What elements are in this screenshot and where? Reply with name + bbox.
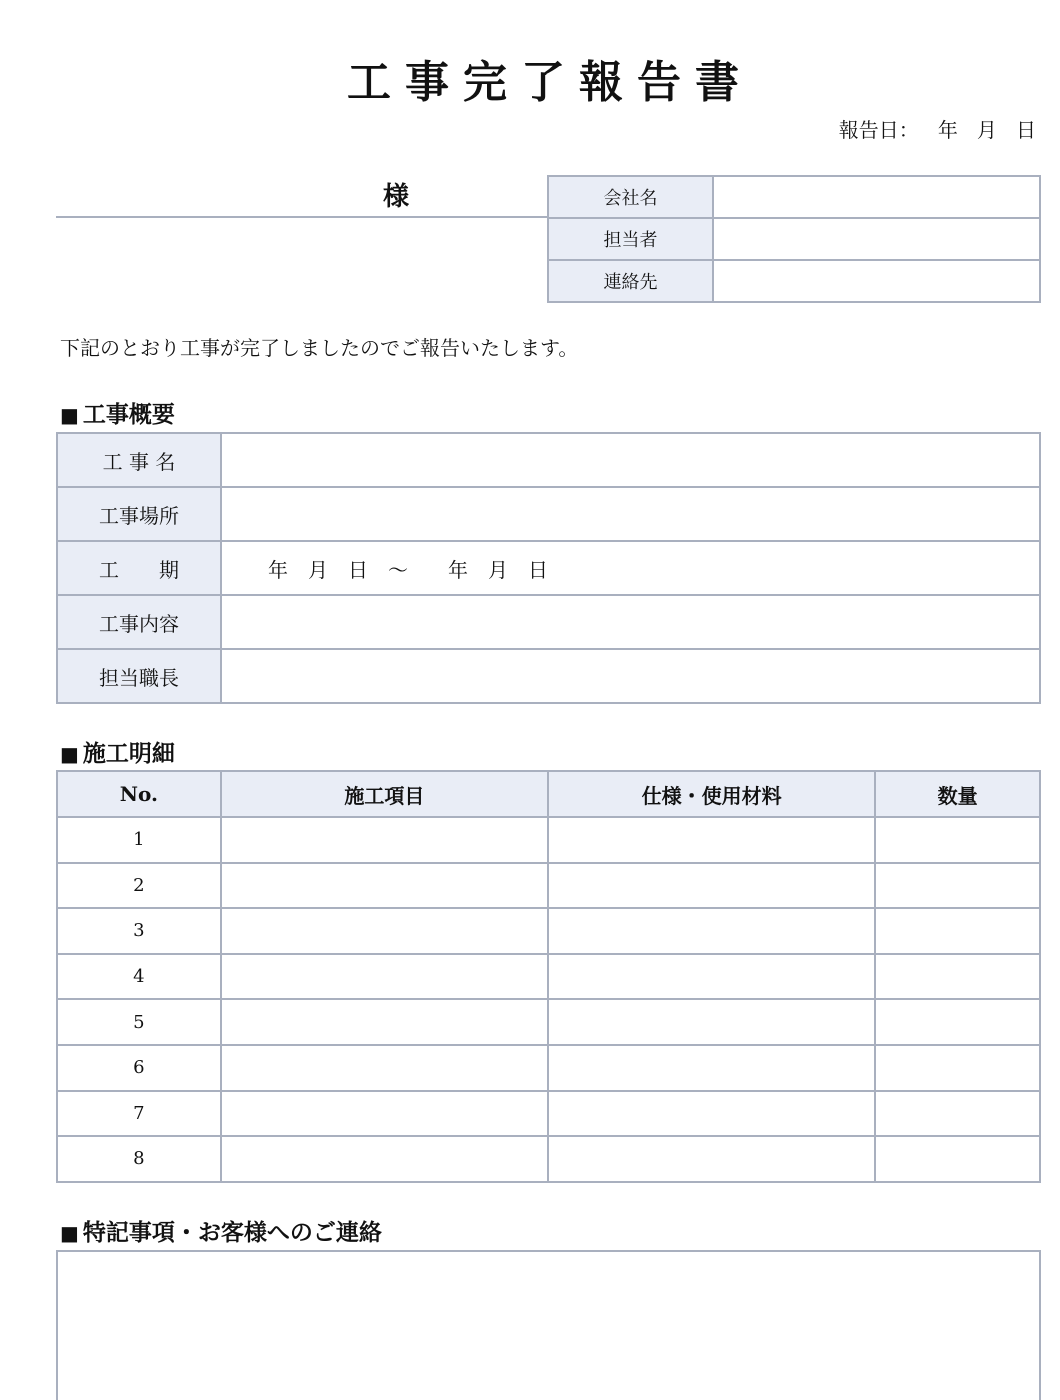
qty-cell[interactable] [875,908,1040,954]
notes-field[interactable] [56,1250,1041,1400]
row-number: 4 [57,954,221,1000]
details-table [56,770,1041,1183]
row-number: 8 [57,1136,221,1182]
company-info-table [547,175,1041,303]
construction-name-label: 工 事 名 [57,433,221,487]
item-cell[interactable] [221,863,548,909]
table-row [57,863,1040,909]
qty-cell[interactable] [875,817,1040,863]
spec-cell[interactable] [548,1136,875,1182]
details-header-row [57,771,1040,817]
overview-heading [60,396,175,429]
table-row [57,999,1040,1045]
row-number: 7 [57,1091,221,1137]
overview-row [57,649,1040,703]
spec-cell[interactable] [548,908,875,954]
spec-cell[interactable] [548,863,875,909]
qty-cell[interactable] [875,999,1040,1045]
table-row [57,1045,1040,1091]
company-row [548,218,1040,260]
overview-row [57,487,1040,541]
qty-cell[interactable] [875,1091,1040,1137]
contact-info-field[interactable] [713,260,1040,302]
square-bullet-icon: ■ [60,403,79,427]
company-name-field[interactable] [713,176,1040,218]
company-name-label: 会社名 [548,176,713,218]
square-bullet-icon: ■ [60,742,79,766]
table-row [57,908,1040,954]
construction-period-field[interactable]: 年 月 日 ～ 年 月 日 [221,541,1040,595]
row-number: 3 [57,908,221,954]
spec-cell[interactable] [548,999,875,1045]
foreman-label: 担当職長 [57,649,221,703]
item-cell[interactable] [221,954,548,1000]
qty-cell[interactable] [875,863,1040,909]
construction-period-label: 工 期 [57,541,221,595]
table-row [57,954,1040,1000]
construction-content-label: 工事内容 [57,595,221,649]
item-cell[interactable] [221,1136,548,1182]
notes-heading-text: 特記事項・お客様へのご連絡 [82,1219,382,1246]
spec-cell[interactable] [548,817,875,863]
recipient-field[interactable] [56,170,548,218]
table-row [57,1091,1040,1137]
row-number: 5 [57,999,221,1045]
column-header-item: 施工項目 [221,771,548,817]
construction-name-field[interactable] [221,433,1040,487]
company-row [548,260,1040,302]
qty-cell[interactable] [875,954,1040,1000]
document-title: 工事完了報告書 [347,57,753,108]
row-number: 6 [57,1045,221,1091]
honorific-label: 様 [383,182,410,212]
contact-info-label: 連絡先 [548,260,713,302]
spec-cell[interactable] [548,954,875,1000]
construction-content-field[interactable] [221,595,1040,649]
table-row [57,817,1040,863]
row-number: 2 [57,863,221,909]
qty-cell[interactable] [875,1136,1040,1182]
overview-row [57,433,1040,487]
spec-cell[interactable] [548,1045,875,1091]
intro-text: 下記のとおり工事が完了しましたのでご報告いたします。 [60,336,579,360]
square-bullet-icon: ■ [60,1221,79,1245]
item-cell[interactable] [221,908,548,954]
contact-person-label: 担当者 [548,218,713,260]
notes-heading [60,1214,382,1247]
item-cell[interactable] [221,1045,548,1091]
spec-cell[interactable] [548,1091,875,1137]
item-cell[interactable] [221,999,548,1045]
details-heading-text: 施工明細 [82,740,175,767]
table-row [57,1136,1040,1182]
row-number: 1 [57,817,221,863]
contact-person-field[interactable] [713,218,1040,260]
details-heading [60,735,175,768]
overview-row [57,595,1040,649]
item-cell[interactable] [221,1091,548,1137]
report-date[interactable]: 報告日： 年 月 日 [838,118,1036,142]
foreman-field[interactable] [221,649,1040,703]
column-header-qty: 数量 [875,771,1040,817]
company-row [548,176,1040,218]
construction-site-label: 工事場所 [57,487,221,541]
overview-row [57,541,1040,595]
overview-heading-text: 工事概要 [82,401,175,428]
construction-site-field[interactable] [221,487,1040,541]
column-header-spec: 仕様・使用材料 [548,771,875,817]
item-cell[interactable] [221,817,548,863]
column-header-no: No. [57,771,221,817]
qty-cell[interactable] [875,1045,1040,1091]
overview-table [56,432,1041,704]
